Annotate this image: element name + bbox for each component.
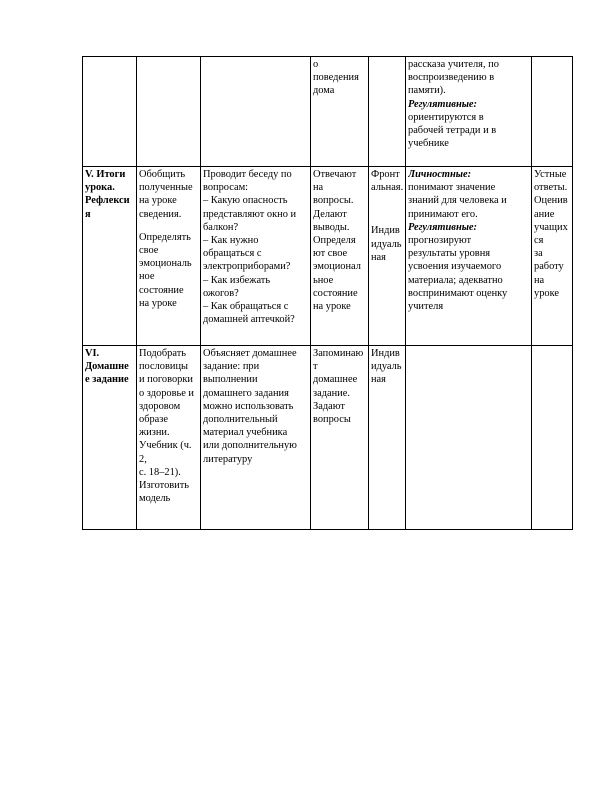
- cell-text-line: на уроке: [139, 195, 177, 207]
- cell-text-line: Рефлекси: [85, 195, 130, 207]
- cell-text-line: Отвечают: [313, 169, 357, 180]
- cell-text-line: Обобщить: [139, 169, 186, 180]
- cell-text-line: знаний для человека и: [408, 195, 507, 207]
- cell-text-line: рабочей тетради и в: [408, 125, 497, 137]
- cell-text-line: вопросам:: [203, 182, 249, 194]
- work-form-cell: [369, 167, 406, 346]
- cell-text-line: Регулятивные:: [408, 98, 477, 110]
- cell-text-line: свое: [139, 245, 159, 257]
- cell-text-line: работу: [534, 261, 564, 273]
- cell-text-line: альная.: [371, 182, 404, 194]
- cell-text-line: Задают: [313, 400, 345, 412]
- cell-text-line: домашнее: [313, 374, 358, 386]
- cell-text-line: эмоциональ: [139, 258, 192, 270]
- cell-text-line: о здоровье и: [139, 387, 194, 399]
- cell-text-line: [139, 221, 199, 231]
- cell-text-line: дома: [313, 85, 335, 97]
- cell-text-line: – Как нужно: [203, 235, 259, 247]
- cell-text-line: ориентируются в: [408, 111, 484, 123]
- cell-text-line: обращаться с: [203, 248, 262, 260]
- table-row-continuation: [83, 57, 573, 167]
- cell-text-line: домашней аптечкой?: [203, 314, 295, 326]
- cell-text-line: электроприборами?: [203, 261, 291, 273]
- cell-text-line: вопросы.: [313, 195, 354, 207]
- cell-text-line: принимают его.: [408, 208, 478, 220]
- cell-text-line: дополнительный: [203, 414, 278, 426]
- cell-text-line: идуаль: [371, 361, 402, 373]
- work-form-cell: [369, 57, 406, 167]
- cell-text-line: материала; адекватно: [408, 274, 503, 286]
- cell-text-line: [371, 214, 404, 224]
- student-activity-cell: [311, 167, 369, 346]
- cell-text-line: образе: [139, 414, 169, 426]
- cell-text-line: учебнике: [408, 138, 449, 150]
- cell-text-line: выполнении: [203, 374, 258, 386]
- teacher-activity-cell: [201, 167, 311, 346]
- cell-text-line: можно использовать: [203, 400, 294, 412]
- control-cell: [532, 167, 573, 346]
- uud-cell: [406, 346, 532, 530]
- cell-text-line: модель: [139, 493, 171, 505]
- cell-text-line: воспроизведению в: [408, 72, 495, 84]
- cell-text-line: состояние: [139, 284, 184, 296]
- cell-text-line: Подобрать: [139, 348, 186, 359]
- cell-text-line: т: [313, 361, 318, 373]
- cell-text-line: ная: [371, 374, 386, 386]
- cell-text-line: с. 18–21).: [139, 466, 181, 478]
- cell-text-line: сведения.: [139, 208, 182, 220]
- cell-text-line: поведения: [313, 72, 359, 84]
- cell-text-line: и поговорки: [139, 374, 193, 386]
- cell-text-line: представляют окно и: [203, 208, 297, 220]
- cell-text-line: полученные: [139, 182, 193, 194]
- cell-text-line: на: [534, 274, 545, 286]
- stage-cell: [83, 57, 137, 167]
- cell-text-line: воспринимают оценку: [408, 287, 508, 299]
- cell-text-line: состояние: [313, 287, 358, 299]
- cell-text-line: е задание: [85, 374, 129, 386]
- cell-text-line: [371, 194, 404, 204]
- cell-text-line: VI.: [85, 348, 100, 359]
- cell-text-line: Учебник (ч.: [139, 440, 192, 452]
- cell-text-line: – Как избежать: [203, 274, 271, 286]
- cell-text-line: ют свое: [313, 248, 348, 260]
- goal-cell: [137, 346, 201, 530]
- cell-text-line: за: [534, 248, 543, 260]
- cell-text-line: Фронт: [371, 169, 400, 180]
- cell-text-line: прогнозируют: [408, 235, 472, 247]
- cell-text-line: 2,: [139, 453, 147, 465]
- cell-text-line: жизни.: [139, 427, 170, 439]
- cell-text-line: уроке: [534, 287, 559, 299]
- cell-text-line: рассказа учителя, по: [408, 59, 499, 70]
- stage-cell: [83, 167, 137, 346]
- cell-text-line: Определять: [139, 231, 191, 243]
- cell-text-line: [371, 204, 404, 214]
- cell-text-line: ответы.: [534, 182, 568, 194]
- cell-text-line: урока.: [85, 182, 115, 194]
- cell-text-line: Личностные:: [408, 169, 472, 180]
- cell-text-line: – Какую опасность: [203, 195, 288, 207]
- cell-text-line: задание: при: [203, 361, 260, 373]
- cell-text-line: я: [85, 208, 91, 220]
- cell-text-line: на: [313, 182, 324, 194]
- cell-text-line: или дополнительную: [203, 440, 297, 452]
- cell-text-line: усвоения изучаемого: [408, 261, 502, 273]
- cell-text-line: Делают: [313, 208, 347, 220]
- cell-text-line: выводы.: [313, 221, 350, 233]
- cell-text-line: результаты уровня: [408, 248, 491, 260]
- cell-text-line: памяти).: [408, 85, 446, 97]
- cell-text-line: задание.: [313, 387, 350, 399]
- cell-text-line: литературу: [203, 453, 253, 465]
- cell-text-line: Индив: [371, 348, 400, 359]
- uud-cell: [406, 57, 532, 167]
- stage-cell: [83, 346, 137, 530]
- cell-text-line: Домашне: [85, 361, 129, 373]
- goal-cell: [137, 57, 201, 167]
- cell-text-line: идуаль: [371, 238, 402, 250]
- cell-text-line: ожогов?: [203, 287, 239, 299]
- cell-text-line: V. Итоги: [85, 169, 126, 180]
- cell-text-line: учителя: [408, 301, 444, 313]
- table-row-homework: [83, 346, 573, 530]
- cell-text-line: домашнего задания: [203, 387, 289, 399]
- cell-text-line: пословицы: [139, 361, 189, 373]
- cell-text-line: на уроке: [139, 297, 177, 309]
- cell-text-line: ание: [534, 208, 555, 220]
- cell-text-line: – Как обращаться с: [203, 301, 289, 313]
- cell-text-line: о: [313, 59, 319, 70]
- cell-text-line: на уроке: [313, 301, 351, 313]
- cell-text-line: Индив: [371, 225, 400, 237]
- table-row-summary: [83, 167, 573, 346]
- cell-text-line: Регулятивные:: [408, 221, 477, 233]
- control-cell: [532, 57, 573, 167]
- cell-text-line: Объясняет домашнее: [203, 348, 297, 359]
- cell-text-line: балкон?: [203, 221, 239, 233]
- uud-cell: [406, 167, 532, 346]
- cell-text-line: Запоминаю: [313, 348, 364, 359]
- cell-text-line: эмоционал: [313, 261, 361, 273]
- lesson-plan-table: [82, 56, 573, 530]
- cell-text-line: учащих: [534, 221, 568, 233]
- student-activity-cell: [311, 57, 369, 167]
- teacher-activity-cell: [201, 57, 311, 167]
- cell-text-line: Изготовить: [139, 480, 190, 492]
- goal-cell: [137, 167, 201, 346]
- control-cell: [532, 346, 573, 530]
- cell-text-line: здоровом: [139, 400, 181, 412]
- work-form-cell: [369, 346, 406, 530]
- student-activity-cell: [311, 346, 369, 530]
- cell-text-line: Устные: [534, 169, 567, 180]
- cell-text-line: ное: [139, 271, 155, 283]
- cell-text-line: Определя: [313, 235, 356, 247]
- cell-text-line: понимают значение: [408, 182, 496, 194]
- cell-text-line: вопросы: [313, 414, 351, 426]
- cell-text-line: ная: [371, 251, 386, 263]
- teacher-activity-cell: [201, 346, 311, 530]
- cell-text-line: ся: [534, 235, 544, 247]
- cell-text-line: Оценив: [534, 195, 568, 207]
- cell-text-line: Проводит беседу по: [203, 169, 292, 180]
- cell-text-line: ьное: [313, 274, 334, 286]
- cell-text-line: материал учебника: [203, 427, 288, 439]
